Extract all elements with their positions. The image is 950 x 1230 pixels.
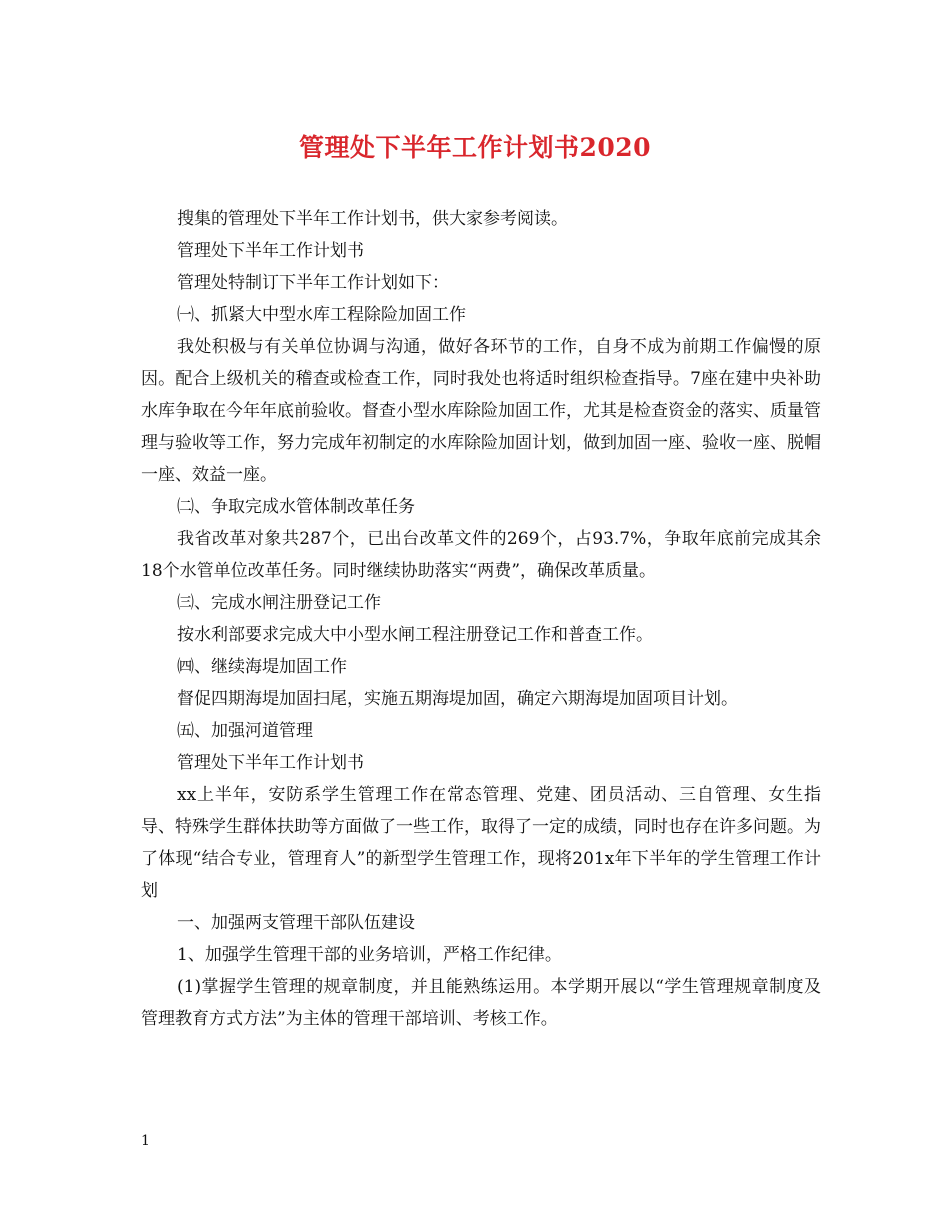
paragraph: 管理处特制订下半年工作计划如下： — [177, 273, 449, 293]
paragraph: 1、加强学生管理干部的业务培训，严格工作纪律。 — [177, 945, 562, 965]
paragraph: 我处积极与有关单位协调与沟通，做好各环节的工作，自身不成为前期工作偏慢的原因。配合上级机关的稽查或检查工作，同时我处也将适时组织检查指导。7座在建中央补助水库争取在今年年底前验收。督查小型水库除险加固工作，尤其是检查资金的落实、质量管理与验收等工作，努力完成年初制定的水库除险加固计划，做到加固一座、验收一座、脱帽一座、效益一座。 — [141, 337, 821, 485]
item-heading-3: ㈢、完成水闸注册登记工作 — [177, 593, 381, 613]
document-title: 管理处下半年工作计划书2020 — [298, 133, 652, 162]
intro-paragraph: 搜集的管理处下半年工作计划书，供大家参考阅读。 — [177, 209, 568, 229]
item-heading-1: ㈠、抓紧大中型水库工程除险加固工作 — [177, 305, 466, 325]
paragraph: 督促四期海堤加固扫尾，实施五期海堤加固，确定六期海堤加固项目计划。 — [177, 689, 738, 709]
document-body — [141, 203, 821, 1035]
paragraph: 我省改革对象共287个，已出台改革文件的269个，占93.7%，争取年底前完成其余18个水管单位改革任务。同时继续协助落实“两费”，确保改革质量。 — [141, 529, 821, 581]
page-number: 1 — [141, 1133, 150, 1149]
item-heading-5: ㈤、加强河道管理 — [177, 721, 313, 741]
paragraph: 按水利部要求完成大中小型水闸工程注册登记工作和普查工作。 — [177, 625, 653, 645]
paragraph: xx上半年，安防系学生管理工作在常态管理、党建、团员活动、三自管理、女生指导、特殊学生群体扶助等方面做了一些工作，取得了一定的成绩，同时也存在许多问题。为了体现“结合专业，管理育人”的新型学生管理工作，现将201x年下半年的学生管理工作计划 — [141, 785, 821, 901]
paragraph: (1)掌握学生管理的规章制度，并且能熟练运用。本学期开展以“学生管理规章制度及管理教育方式方法”为主体的管理干部培训、考核工作。 — [141, 977, 821, 1029]
section-heading: 管理处下半年工作计划书 — [177, 753, 364, 773]
item-heading-4: ㈣、继续海堤加固工作 — [177, 657, 347, 677]
item-heading-2: ㈡、争取完成水管体制改革任务 — [177, 497, 415, 517]
section-heading: 管理处下半年工作计划书 — [177, 241, 364, 261]
subsection-heading: 一、加强两支管理干部队伍建设 — [177, 913, 415, 933]
